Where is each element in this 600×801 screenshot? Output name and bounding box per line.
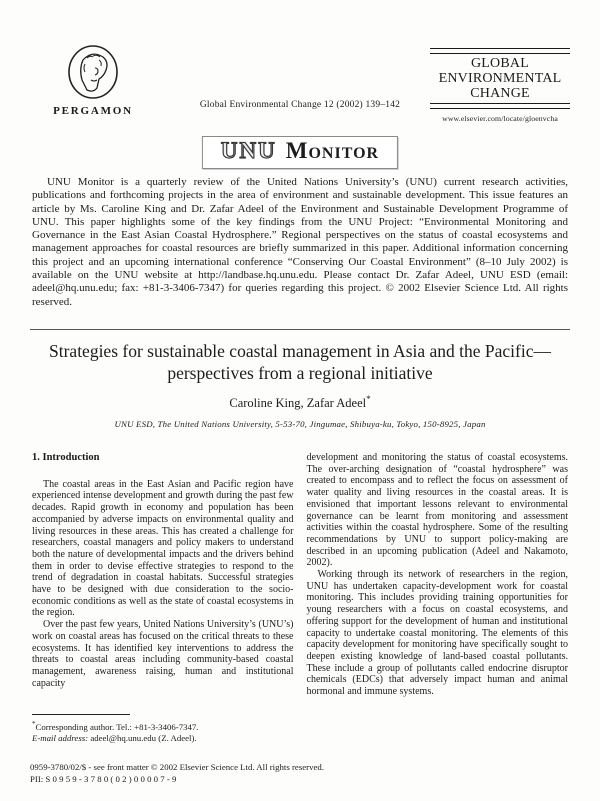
footnote-mark: * — [32, 720, 36, 728]
footnote-line2 — [32, 733, 304, 744]
pii-label: PII: — [30, 773, 44, 784]
authors-names: Caroline King, Zafar Adeel — [229, 396, 367, 411]
unu-monitor-banner — [202, 136, 398, 169]
journal-name-line1: GLOBAL — [471, 56, 529, 71]
banner-monitor-text: Monitor — [285, 138, 380, 163]
left-column — [32, 452, 294, 698]
page-footer — [30, 762, 324, 785]
editorial-abstract: UNU Monitor is a quarterly review of the United Nations University’s (UNU) current research activities, publications and forthcoming projects in the area of environment and sustainable development. This issue features an article by Ms. Caroline King and Dr. Zafar Adeel of the Environment and Sustainable Development Programme of UNU. This paper highlights some of the key findings from the UNU Project: “Environmental Monitoring and Governance in the East Asian Coastal Hydrosphere.” Regional perspectives on the status of coastal ecosystems and management approaches for coastal resources are briefly summarized in this paper. Additional information concerning this project and an upcoming international conference “Conserving Our Coastal Environment” (8–10 July 2002) is available on the UNU website at http://landbase.hq.unu.edu. Please contact Dr. Zafar Adeel, UNU ESD (email: adeel@hq.unu.edu; fax: +81-3-3406-7347) for queries regarding this project. © 2002 Elsevier Science Ltd. All rights reserved. — [32, 176, 568, 308]
banner-unu-text: UNU — [220, 138, 277, 163]
pii-value: S0959-3780(02)00007-9 — [45, 773, 179, 784]
article-affiliation: UNU ESD, The United Nations University, 5-53-70, Jingumae, Shibuya-ku, Tokyo, 150-8925, Japan — [114, 419, 486, 430]
footnote-line1 — [32, 719, 304, 733]
publisher-name: PERGAMON — [53, 105, 133, 117]
article-title: Strategies for sustainable coastal management in Asia and the Pacific—perspectives from a regional initiative — [49, 341, 551, 383]
pergamon-logo-icon — [50, 44, 136, 102]
section-heading-introduction: 1. Introduction — [32, 452, 100, 463]
section-divider-rule — [30, 329, 570, 330]
journal-citation: Global Environmental Change 12 (2002) 139–142 — [199, 100, 401, 110]
right-column — [307, 452, 569, 698]
email-value: adeel@hq.unu.edu (Z. Adeel). — [88, 733, 197, 744]
journal-name-line3: CHANGE — [470, 86, 530, 101]
journal-url: www.elsevier.com/locate/gloenvcha — [442, 114, 558, 123]
corresponding-author-footnote — [32, 714, 304, 744]
masthead-bottom-rule — [430, 103, 570, 109]
footnote-rule — [32, 714, 130, 715]
journal-name-line2: ENVIRONMENTAL — [438, 71, 562, 86]
corresponding-author-mark: * — [366, 394, 371, 404]
journal-name — [430, 54, 570, 103]
article-body — [32, 452, 568, 698]
body-paragraph: The coastal areas in the East Asian and Pacific region have experienced intense development and growth during the past few decades. Rapid growth in economy and population has been accompanied by adverse impacts on environmental quality and living resources in these areas. This has created a challenge for researchers, coastal managers and policy makers to understand both the nature of developmental impacts and the drivers behind them in order to devise effective strategies to respond to the trend of degradation in coastal habitats. Successful strategies have to be designed with due consideration to the socio-economic conditions as well as the state of coastal ecosystems in the region. — [32, 478, 294, 619]
copyright-line: 0959-3780/02/$ - see front matter © 2002 Elsevier Science Ltd. All rights reserved. — [30, 762, 324, 772]
article-authors — [42, 394, 558, 411]
body-paragraph: Over the past few years, United Nations University’s (UNU’s) work on coastal areas has focused on the critical threats to these ecosystems. It has identified key interventions to address the threats to coastal areas including community-based coastal management, awareness raising, human and institutional capacity — [32, 619, 294, 689]
email-label: E-mail address: — [32, 733, 89, 744]
footnote-tel: Corresponding author. Tel.: +81-3-3406-7347. — [35, 721, 199, 732]
body-paragraph: Working through its network of researchers in the region, UNU has undertaken capacity-development work for coastal monitoring. This includes providing training opportunities for young researchers with a focus on coastal ecosystems, and offering support for the development of human and institutional capacity to undertake coastal monitoring. The elements of this capacity development for monitoring have specifically sought to deepen existing knowledge of land-based coastal pollutants. These include a group of pollutants called endocrine disruptor chemicals (EDCs) that adversely impact human and animal hormonal and immune systems. — [306, 569, 568, 698]
body-paragraph: development and monitoring the status of coastal ecosystems. The over-arching designation of “coastal hydrosphere” was created to encompass and to reflect the focus on assessment of water quality and living resources in the coastal areas. It is envisioned that important lessons relevant to environmental governance can be learnt from monitoring and assessment activities within the coastal hydrosphere. Some of the resulting recommendations by UNU to support policy-making are described in an upcoming publication (Adeel and Nakamoto, 2002). — [306, 452, 568, 569]
pii-line — [30, 774, 324, 786]
article-title-block — [42, 341, 558, 429]
journal-masthead — [430, 48, 570, 123]
